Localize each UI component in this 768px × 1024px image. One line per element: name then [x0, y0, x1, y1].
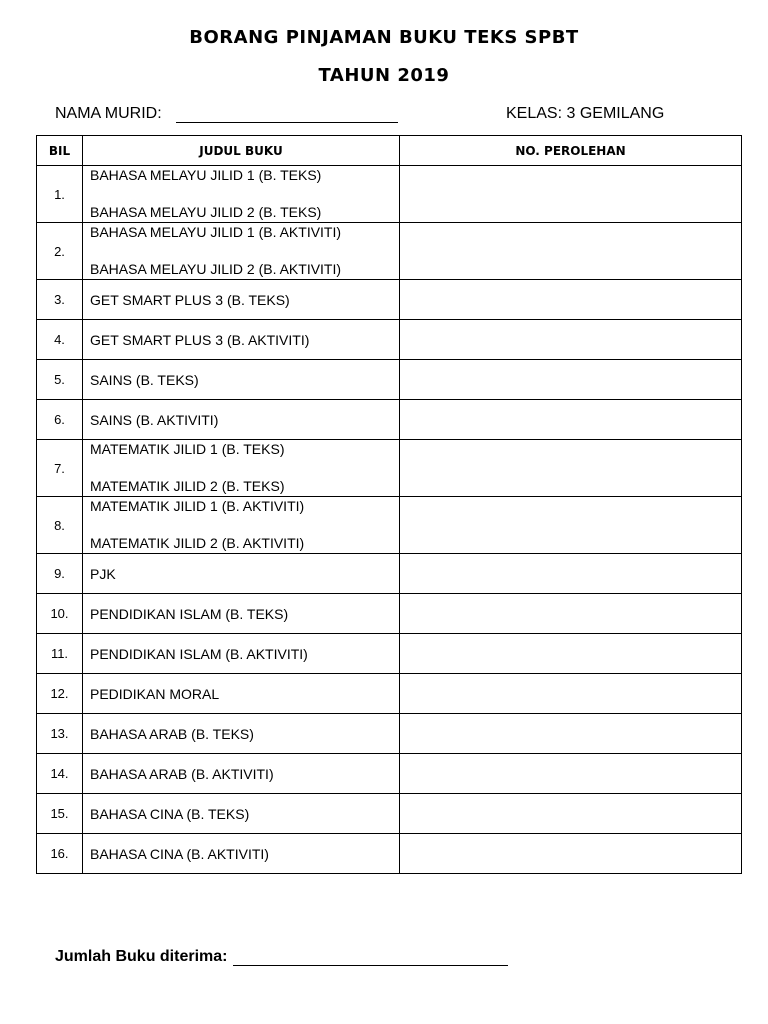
- table-row: [37, 834, 742, 874]
- student-name-label: NAMA MURID:: [55, 105, 162, 122]
- accession-number-cell[interactable]: [400, 166, 742, 223]
- book-title-cell: SAINS (B. AKTIVITI): [83, 400, 400, 440]
- table-header-row: [37, 136, 742, 166]
- table-row: [37, 440, 742, 497]
- table-row: [37, 674, 742, 714]
- book-title-cell: [83, 166, 400, 223]
- accession-number-cell[interactable]: [400, 834, 742, 874]
- accession-number-cell[interactable]: [400, 594, 742, 634]
- student-name-field: [55, 105, 398, 123]
- book-title-cell: BAHASA ARAB (B. AKTIVITI): [83, 754, 400, 794]
- book-title-cell: BAHASA CINA (B. AKTIVITI): [83, 834, 400, 874]
- accession-number-cell[interactable]: [400, 400, 742, 440]
- accession-number-cell[interactable]: [400, 714, 742, 754]
- accession-number-cell[interactable]: [400, 554, 742, 594]
- book-title-cell: PJK: [83, 554, 400, 594]
- table-row: [37, 497, 742, 554]
- book-title: BAHASA MELAYU JILID 1 (B. TEKS): [90, 167, 322, 183]
- row-number: 4.: [37, 320, 83, 360]
- book-title: MATEMATIK JILID 1 (B. AKTIVITI): [90, 498, 305, 514]
- row-number: 10.: [37, 594, 83, 634]
- table-row: [37, 594, 742, 634]
- row-number: 6.: [37, 400, 83, 440]
- table-row: [37, 634, 742, 674]
- accession-number-cell[interactable]: [400, 497, 742, 554]
- book-title-cell: SAINS (B. TEKS): [83, 360, 400, 400]
- row-number: 12.: [37, 674, 83, 714]
- book-title-cell: PENDIDIKAN ISLAM (B. AKTIVITI): [83, 634, 400, 674]
- accession-number-cell[interactable]: [400, 674, 742, 714]
- table-row: [37, 280, 742, 320]
- row-number: 9.: [37, 554, 83, 594]
- column-header-no-perolehan: NO. PEROLEHAN: [400, 136, 742, 166]
- book-title: MATEMATIK JILID 2 (B. TEKS): [90, 478, 285, 494]
- accession-number-cell[interactable]: [400, 320, 742, 360]
- book-title-cell: BAHASA CINA (B. TEKS): [83, 794, 400, 834]
- book-title-cell: BAHASA ARAB (B. TEKS): [83, 714, 400, 754]
- column-header-bil: BIL: [37, 136, 83, 166]
- student-name-blank[interactable]: [176, 106, 398, 123]
- book-title-cell: [83, 497, 400, 554]
- accession-number-cell[interactable]: [400, 280, 742, 320]
- table-row: [37, 360, 742, 400]
- row-number: 11.: [37, 634, 83, 674]
- book-title: BAHASA MELAYU JILID 2 (B. AKTIVITI): [90, 261, 342, 277]
- table-row: [37, 223, 742, 280]
- row-number: 13.: [37, 714, 83, 754]
- row-number: 1.: [37, 166, 83, 223]
- table-row: [37, 554, 742, 594]
- form-year: TAHUN 2019: [318, 65, 450, 86]
- row-number: 2.: [37, 223, 83, 280]
- table-row: [37, 320, 742, 360]
- table-row: [37, 714, 742, 754]
- row-number: 14.: [37, 754, 83, 794]
- book-title-cell: PEDIDIKAN MORAL: [83, 674, 400, 714]
- book-title-cell: [83, 440, 400, 497]
- book-title: MATEMATIK JILID 1 (B. TEKS): [90, 441, 285, 457]
- accession-number-cell[interactable]: [400, 794, 742, 834]
- book-title: MATEMATIK JILID 2 (B. AKTIVITI): [90, 535, 305, 551]
- accession-number-cell[interactable]: [400, 440, 742, 497]
- book-title-cell: [83, 223, 400, 280]
- row-number: 5.: [37, 360, 83, 400]
- accession-number-cell[interactable]: [400, 754, 742, 794]
- table-row: [37, 400, 742, 440]
- accession-number-cell[interactable]: [400, 360, 742, 400]
- book-title: BAHASA MELAYU JILID 1 (B. AKTIVITI): [90, 224, 342, 240]
- table-row: [37, 166, 742, 223]
- row-number: 16.: [37, 834, 83, 874]
- book-title-cell: PENDIDIKAN ISLAM (B. TEKS): [83, 594, 400, 634]
- table-row: [37, 754, 742, 794]
- table-row: [37, 794, 742, 834]
- accession-number-cell[interactable]: [400, 223, 742, 280]
- book-title-cell: GET SMART PLUS 3 (B. TEKS): [83, 280, 400, 320]
- row-number: 7.: [37, 440, 83, 497]
- total-books-field: [55, 948, 508, 966]
- total-books-blank[interactable]: [233, 949, 508, 966]
- book-title: BAHASA MELAYU JILID 2 (B. TEKS): [90, 204, 322, 220]
- row-number: 8.: [37, 497, 83, 554]
- class-label: KELAS: 3 GEMILANG: [506, 105, 665, 122]
- book-title-cell: GET SMART PLUS 3 (B. AKTIVITI): [83, 320, 400, 360]
- book-loan-table: [36, 135, 742, 874]
- row-number: 3.: [37, 280, 83, 320]
- accession-number-cell[interactable]: [400, 634, 742, 674]
- total-books-label: Jumlah Buku diterima:: [55, 948, 228, 965]
- form-title: BORANG PINJAMAN BUKU TEKS SPBT: [189, 27, 579, 48]
- row-number: 15.: [37, 794, 83, 834]
- column-header-judul-buku: JUDUL BUKU: [83, 136, 400, 166]
